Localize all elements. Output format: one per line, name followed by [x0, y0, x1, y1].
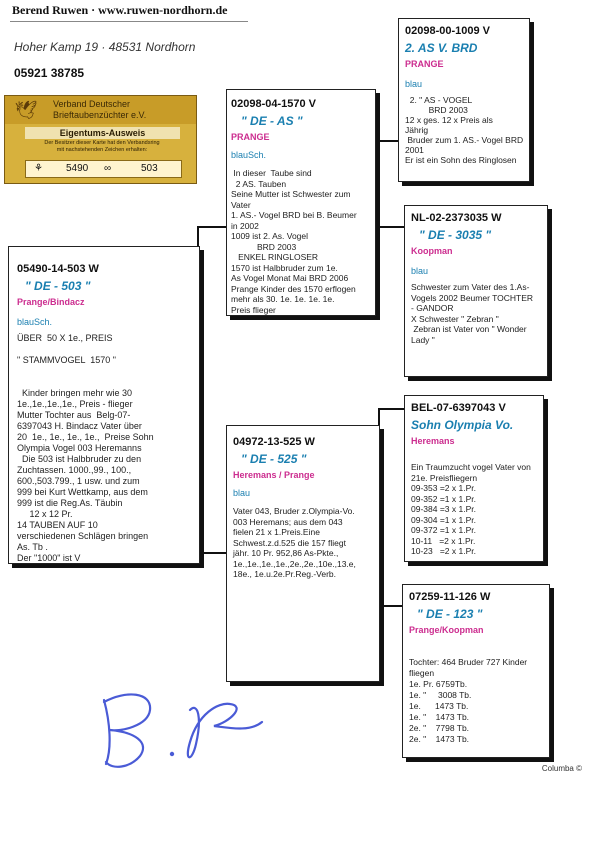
pigeon-name: Sohn Olympia Vo. — [411, 418, 514, 432]
breeder: Koopman — [411, 246, 453, 256]
breeder: Prange/Bindacz — [17, 297, 85, 307]
handwritten-signature — [80, 662, 270, 782]
pedigree-card-main — [8, 246, 200, 564]
notes: In dieser Taube sind 2 AS. Tauben Seine Mutter ist Schwester zum Vater 1. AS.- Vogel BRD bei B. Beumer in 2002 1009 ist 2. As. Vogel BRD 2003 ENKEL RINGLOSER 1570 ist Halbbruder zum 1e. As Vogel Monat Mai BRD 2006 Prange Kinder des 1570 erflogen mehr als 30. 1e. 1e. 1e. 1e. Preis flieger — [231, 168, 357, 315]
ownership-certificate — [4, 95, 197, 184]
pigeon-name: " DE - 3035 " — [419, 228, 492, 242]
ring-id: 05490-14-503 W — [17, 263, 99, 275]
association-name — [53, 99, 146, 121]
header-divider — [10, 21, 248, 22]
connector-father-fm — [374, 226, 404, 228]
ring-id: 02098-04-1570 V — [231, 98, 317, 110]
color: blauSch. — [231, 150, 267, 160]
connector-father-ff — [374, 140, 398, 142]
ring-serial: 503 — [141, 163, 158, 174]
breeder: Prange/Koopman — [409, 625, 484, 635]
breeder: PRANGE — [405, 59, 444, 69]
connector-main-up — [197, 226, 199, 246]
ring-stamp-icon: ⚘ — [34, 163, 43, 174]
connector-mother-mm — [378, 605, 402, 607]
breeder-name-website: Berend Ruwen · www.ruwen-nordhorn.de — [12, 3, 228, 17]
connector-main-father — [197, 226, 227, 228]
ring-number: 5490 — [66, 163, 89, 174]
breeder: PRANGE — [231, 132, 270, 142]
ring-id: BEL-07-6397043 V — [411, 402, 506, 414]
pigeon-name: " DE - AS " — [241, 114, 303, 128]
pigeon-name: " DE - 525 " — [241, 452, 307, 466]
breeder: Heremans — [411, 436, 455, 446]
ring-year-icon: ∞ — [104, 163, 112, 174]
color: blauSch. — [17, 317, 53, 327]
breeder-phone: 05921 38785 — [14, 66, 85, 80]
ring-id: 07259-11-126 W — [409, 591, 491, 603]
ring-id: 02098-00-1009 V — [405, 25, 491, 37]
notes: Ein Traumzucht vogel Vater von 21e. Preisfliegern 09-353 =2 x 1.Pr. 09-352 =1 x 1.Pr. 09-384 =3 x 1.Pr. 09-304 =1 x 1.Pr. 09-372 =1 x 1.Pr. 10-11 =2 x 1.Pr. 10-23 =2 x 1.Pr. — [411, 462, 531, 556]
connector-main-mother — [197, 552, 227, 554]
notes: 2. " AS - VOGEL BRD 2003 12 x ges. 12 x Preis als Jährig Bruder zum 1. AS.- Vogel BRD 2001 Er ist ein Sohn des Ringlosen — [405, 95, 524, 165]
notes: ÜBER 50 X 1e., PREIS " STAMMVOGEL 1570 " Kinder bringen mehr wie 30 1e.,1e.,1e.,1e., Preis - flieger Mutter Tochter aus Belg-07- 6397043 H. Bindacz Vater über 20 1e., 1e., 1e., 1e., Preise Sohn Olympia Vogel 003 Heremanns Die 503 ist Halbbruder zu den Zuchtassen. 1000.,99., 100., 600.,503.799., 1 usw. und zum 999 bei Kurt Wettkamp, aus dem 999 ist die Reg.As. Täubin 12 x 12 Pr. 14 TAUBEN AUF 10 verschiedenen Schlägen bringen As. Tb . Der "1000" ist V — [17, 333, 154, 563]
color: blau — [411, 266, 429, 276]
notes: Vater 043, Bruder z.Olympia-Vo. 003 Heremans; aus dem 043 fielen 21 x 1.Preis.Eine Schwest.z.d.525 die 157 fliegt jähr. 10 Pr. 952,86 As-Pkte., 1e.,1e.,1e.,1e.,2e.,2e.,10e.,13.e, 18e., 1e.u.2e.Pr.Reg.-Verb. — [233, 506, 356, 579]
pedigree-card-father — [226, 89, 376, 316]
pigeon-name: " DE - 123 " — [417, 607, 483, 621]
pigeon-name: 2. AS V. BRD — [405, 41, 478, 55]
association-line-2: Brieftaubenzüchter e.V. — [53, 110, 147, 120]
pedigree-card-mother — [226, 425, 380, 682]
ring-id: NL-02-2373035 W — [411, 212, 502, 224]
description-line-2: mit nachstehenden Zeichen erhalten: — [56, 147, 148, 153]
pigeon-name: " DE - 503 " — [25, 279, 91, 293]
copyright-footer: Columba © — [541, 764, 582, 773]
pedigree-card-father-mother — [404, 205, 548, 377]
ring-number-box — [25, 160, 182, 178]
description-line-1: Der Besitzer dieser Karte hat den Verbandsring — [44, 140, 160, 146]
notes: Schwester zum Vater des 1.As- Vogels 2002 Beumer TOCHTER - GANDOR X Schwester " Zebran " Zebran ist Vater von " Wonder Lady " — [411, 282, 534, 345]
ring-id: 04972-13-525 W — [233, 436, 315, 448]
association-line-1: Verband Deutscher — [53, 99, 131, 109]
connector-mother-mf — [378, 408, 404, 410]
breeder-address: Hoher Kamp 19 · 48531 Nordhorn — [14, 40, 196, 54]
pigeon-logo-icon: 🕊 — [14, 100, 38, 120]
certificate-title: Eigentums-Ausweis — [25, 127, 180, 139]
color: blau — [233, 488, 251, 498]
pedigree-card-mother-mother — [402, 584, 550, 758]
certificate-description — [13, 140, 191, 154]
pedigree-card-mother-father — [404, 395, 544, 562]
breeder: Heremans / Prange — [233, 470, 315, 480]
pedigree-card-father-father — [398, 18, 530, 182]
notes: Tochter: 464 Bruder 727 Kinder fliegen 1e. Pr. 6759Tb. 1e. " 3008 Tb. 1e. 1473 Tb. 1e. " 1473 Tb. 2e. " 7798 Tb. 2e. " 1473 Tb. — [409, 657, 528, 744]
color: blau — [405, 79, 423, 89]
